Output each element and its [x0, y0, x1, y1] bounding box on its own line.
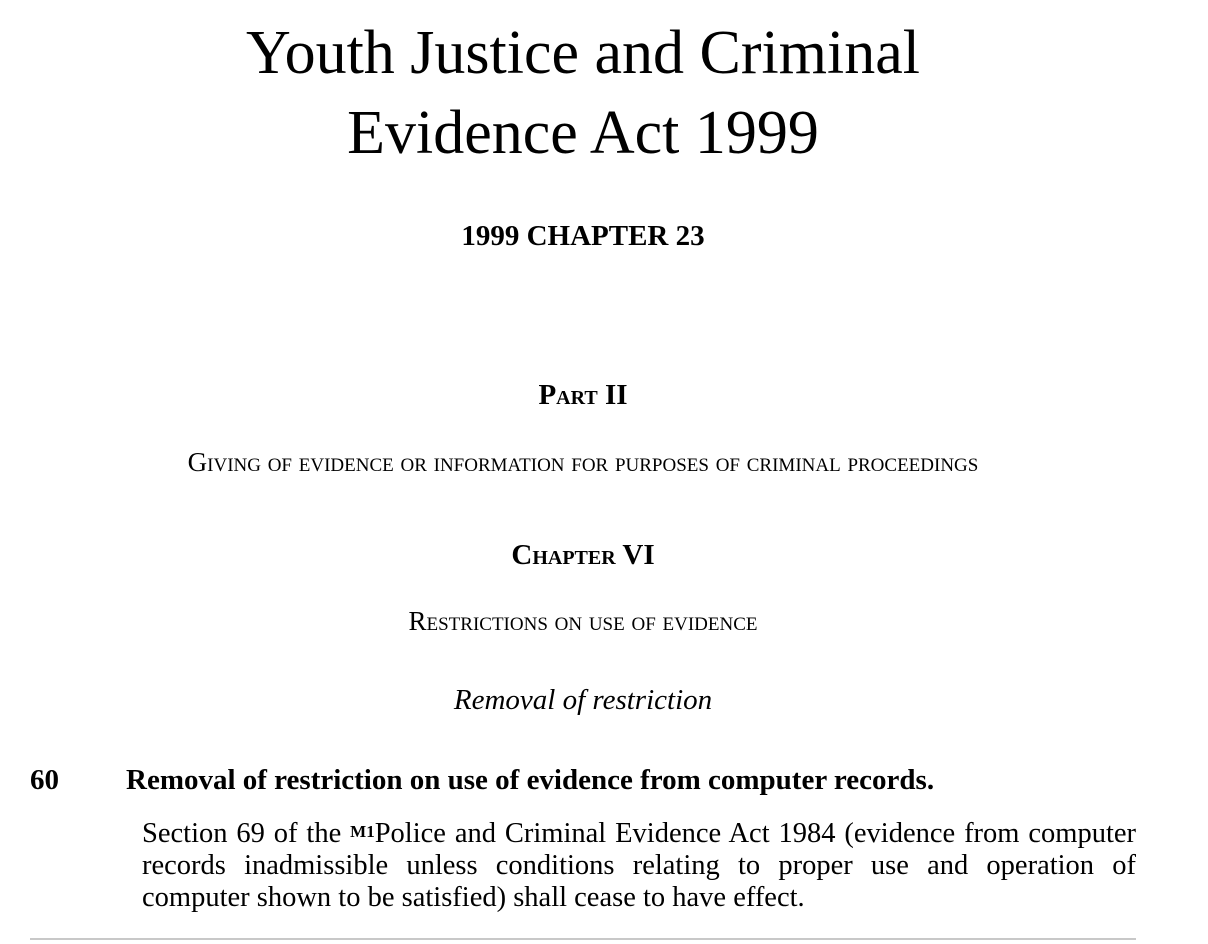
act-title-line2: Evidence Act 1999 — [347, 99, 819, 167]
section-number: 60 — [30, 764, 59, 796]
section-title: Removal of restriction on use of evidence from computer records. — [126, 764, 935, 796]
chapter-heading: Chapter VI — [511, 539, 655, 571]
act-title — [0, 13, 1166, 173]
section-body — [142, 818, 1136, 914]
annotation-box-divider — [30, 938, 1136, 940]
part-heading: Part II — [538, 379, 628, 411]
chapter-title: Restrictions on use of evidence — [408, 606, 758, 636]
section-body-start: Section 69 of the — [142, 818, 351, 849]
act-chapter-number: 1999 CHAPTER 23 — [461, 220, 705, 252]
act-title-line1: Youth Justice and Criminal — [246, 19, 920, 87]
part-title: Giving of evidence or information for purposes of criminal proceedings — [187, 447, 979, 477]
crossheading: Removal of restriction — [453, 684, 713, 716]
marginal-note-link[interactable]: M1 — [350, 822, 375, 841]
section-body-end: Police and Criminal Evidence Act 1984 (evidence from computer records inadmissible unless conditions relating to proper use and operation of computer shown to be satisfied) shall cease to have effect. — [142, 818, 1136, 913]
